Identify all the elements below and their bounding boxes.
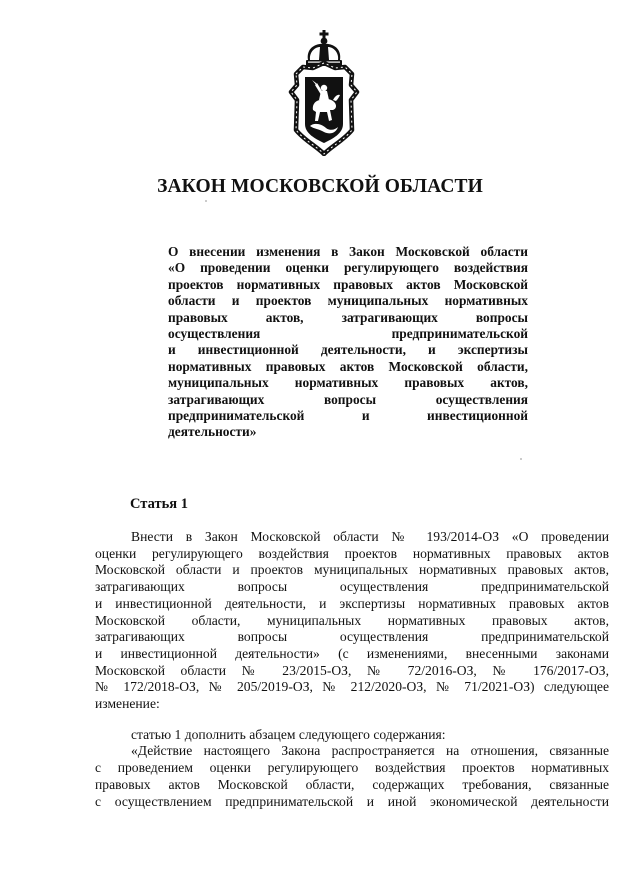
subtitle-line: и инвестиционной деятельности, и экспертизы: [168, 342, 528, 358]
scan-speck: [520, 458, 522, 460]
paragraph-line: изменение:: [95, 696, 160, 712]
moscow-region-coat-of-arms-icon: [286, 30, 362, 156]
paragraph-line: затрагивающих вопросы осуществления предпринимательской: [95, 629, 609, 645]
subtitle-line: области и проектов муниципальных нормативных: [168, 293, 528, 309]
subtitle-line: О внесении изменения в Закон Московской области: [168, 244, 528, 259]
paragraph-line: с осуществлением предпринимательской и иной экономической деятельности: [95, 793, 609, 809]
paragraph-line: и инвестиционной деятельности, и экспертизы нормативных правовых актов: [95, 595, 609, 611]
paragraph-line: затрагивающих вопросы осуществления предпринимательской: [95, 579, 609, 595]
subtitle-line: муниципальных нормативных правовых актов,: [168, 375, 528, 391]
subtitle-line: правовых актов, затрагивающих вопросы: [168, 309, 528, 325]
paragraph-line: Московской области, муниципальных нормативных правовых актов,: [95, 612, 609, 628]
subtitle-line: предпринимательской и инвестиционной: [168, 408, 528, 424]
subtitle-line: затрагивающих вопросы осуществления: [168, 391, 528, 407]
subtitle-line: проектов нормативных правовых актов Московской: [168, 276, 528, 292]
paragraph-line: оценки регулирующего воздействия проектов нормативных правовых актов: [95, 545, 609, 561]
paragraph-line: № 172/2018-ОЗ, № 205/2019-ОЗ, № 212/2020-ОЗ, № 71/2021-ОЗ) следующее: [95, 679, 609, 695]
paragraph-line: и инвестиционной деятельности» (с изменениями, внесенными законами: [95, 645, 609, 661]
article-body: [95, 529, 609, 810]
paragraph-line: с проведением оценки регулирующего воздействия проектов нормативных: [95, 760, 609, 776]
subtitle-line: деятельности»: [168, 424, 257, 440]
paragraph-line: «Действие настоящего Закона распространяется на отношения, связанные: [131, 743, 609, 759]
paragraph-line: статью 1 дополнить абзацем следующего содержания:: [131, 726, 446, 742]
paragraph-line: Московской области и проектов муниципальных нормативных правовых актов,: [95, 562, 609, 578]
paragraph-line: правовых актов Московской области, содержащих требования, связанные: [95, 776, 609, 792]
scan-speck: [205, 200, 207, 202]
subtitle-line: «О проведении оценки регулирующего воздействия: [168, 260, 528, 276]
article-heading: Статья 1: [130, 496, 188, 512]
paragraph-line: Внести в Закон Московской области № 193/2014-ОЗ «О проведении: [131, 529, 609, 544]
subtitle-line: нормативных правовых актов Московской области,: [168, 358, 528, 374]
law-subtitle: [168, 244, 528, 441]
paragraph-line: Московской области № 23/2015-ОЗ, № 72/2016-ОЗ, № 176/2017-ОЗ,: [95, 662, 609, 678]
law-title: ЗАКОН МОСКОВСКОЙ ОБЛАСТИ: [157, 176, 483, 197]
subtitle-line: осуществления предпринимательской: [168, 326, 528, 342]
